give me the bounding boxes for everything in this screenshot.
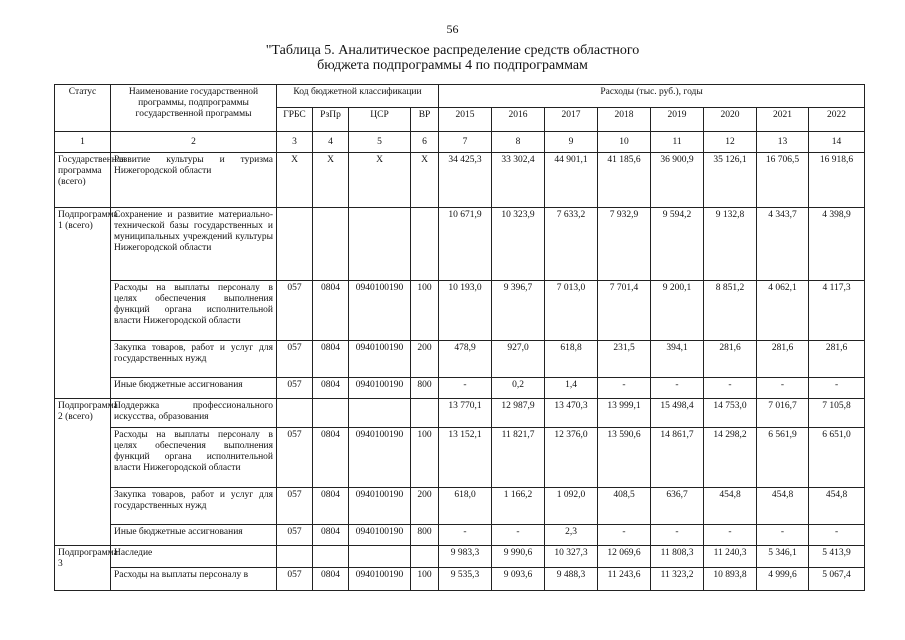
table-row <box>55 568 865 591</box>
value-cell: 7 701,4 <box>598 281 651 341</box>
grbs-cell <box>277 399 313 428</box>
csr-cell: X <box>349 153 411 208</box>
value-cell: 41 185,6 <box>598 153 651 208</box>
value-cell: - <box>439 525 492 546</box>
rzpr-cell: X <box>313 153 349 208</box>
status-cell: Подпрограмма 3 <box>55 546 111 591</box>
column-number: 9 <box>545 132 598 153</box>
grbs-cell: X <box>277 153 313 208</box>
value-cell: 9 132,8 <box>704 208 757 281</box>
name-cell: Поддержка профессионального искусства, образования <box>111 399 277 428</box>
table-title <box>0 43 905 73</box>
vr-cell: 100 <box>411 568 439 591</box>
value-cell: 1 166,2 <box>492 488 545 525</box>
table-row <box>55 399 865 428</box>
column-number: 7 <box>439 132 492 153</box>
vr-cell: 100 <box>411 281 439 341</box>
vr-cell <box>411 546 439 568</box>
vr-cell <box>411 399 439 428</box>
column-number: 14 <box>809 132 865 153</box>
value-cell: 7 013,0 <box>545 281 598 341</box>
value-cell: 9 990,6 <box>492 546 545 568</box>
value-cell: 44 901,1 <box>545 153 598 208</box>
name-cell: Расходы на выплаты персоналу в целях обеспечения выполнения функций органа исполнительной власти Нижегородской области <box>111 428 277 488</box>
csr-cell: 0940100190 <box>349 568 411 591</box>
grbs-cell: 057 <box>277 341 313 378</box>
table-row <box>55 281 865 341</box>
value-cell: - <box>492 525 545 546</box>
csr-cell: 0940100190 <box>349 378 411 399</box>
value-cell: - <box>598 525 651 546</box>
name-cell: Иные бюджетные ассигнования <box>111 378 277 399</box>
name-cell: Закупка товаров, работ и услуг для государственных нужд <box>111 488 277 525</box>
value-cell: - <box>809 378 865 399</box>
grbs-cell <box>277 208 313 281</box>
budget-table <box>54 84 865 591</box>
vr-cell: 200 <box>411 488 439 525</box>
column-number: 12 <box>704 132 757 153</box>
value-cell: 408,5 <box>598 488 651 525</box>
csr-cell: 0940100190 <box>349 488 411 525</box>
status-cell: Подпрограмма 1 (всего) <box>55 208 111 399</box>
table-row <box>55 546 865 568</box>
name-cell: Закупка товаров, работ и услуг для государственных нужд <box>111 341 277 378</box>
value-cell: 7 932,9 <box>598 208 651 281</box>
csr-cell: 0940100190 <box>349 525 411 546</box>
vr-cell: 200 <box>411 341 439 378</box>
grbs-cell: 057 <box>277 525 313 546</box>
grbs-cell: 057 <box>277 378 313 399</box>
value-cell: 9 200,1 <box>651 281 704 341</box>
vr-cell <box>411 208 439 281</box>
value-cell: 454,8 <box>704 488 757 525</box>
rzpr-cell: 0804 <box>313 525 349 546</box>
value-cell: 10 327,3 <box>545 546 598 568</box>
value-cell: 13 470,3 <box>545 399 598 428</box>
header-year: 2017 <box>545 108 598 132</box>
rzpr-cell: 0804 <box>313 428 349 488</box>
value-cell: 13 770,1 <box>439 399 492 428</box>
value-cell: 11 240,3 <box>704 546 757 568</box>
vr-cell: 800 <box>411 525 439 546</box>
value-cell: 9 594,2 <box>651 208 704 281</box>
value-cell: 281,6 <box>757 341 809 378</box>
name-cell: Сохранение и развитие материально-технической базы государственных и муниципальных учреждений культуры Нижегородской области <box>111 208 277 281</box>
value-cell: 4 062,1 <box>757 281 809 341</box>
table-row <box>55 428 865 488</box>
column-number: 1 <box>55 132 111 153</box>
column-number: 3 <box>277 132 313 153</box>
value-cell: 4 343,7 <box>757 208 809 281</box>
value-cell: 6 561,9 <box>757 428 809 488</box>
header-name: Наименование государственной программы, подпрограммы государственной программы <box>111 85 277 132</box>
column-number: 8 <box>492 132 545 153</box>
value-cell: - <box>598 378 651 399</box>
rzpr-cell: 0804 <box>313 568 349 591</box>
grbs-cell <box>277 546 313 568</box>
value-cell: 618,0 <box>439 488 492 525</box>
value-cell: 11 243,6 <box>598 568 651 591</box>
value-cell: 8 851,2 <box>704 281 757 341</box>
csr-cell: 0940100190 <box>349 281 411 341</box>
value-cell: 636,7 <box>651 488 704 525</box>
column-number-row <box>55 132 865 153</box>
name-cell: Расходы на выплаты персоналу в <box>111 568 277 591</box>
value-cell: 14 298,2 <box>704 428 757 488</box>
header-year: 2016 <box>492 108 545 132</box>
csr-cell <box>349 399 411 428</box>
value-cell: 16 918,6 <box>809 153 865 208</box>
value-cell: 4 398,9 <box>809 208 865 281</box>
vr-cell: 800 <box>411 378 439 399</box>
table-row <box>55 525 865 546</box>
header-grbs: ГРБС <box>277 108 313 132</box>
value-cell: 6 651,0 <box>809 428 865 488</box>
vr-cell: X <box>411 153 439 208</box>
value-cell: 16 706,5 <box>757 153 809 208</box>
header-year: 2021 <box>757 108 809 132</box>
column-number: 4 <box>313 132 349 153</box>
header-row <box>55 85 865 108</box>
value-cell: 231,5 <box>598 341 651 378</box>
value-cell: 13 152,1 <box>439 428 492 488</box>
value-cell: 10 671,9 <box>439 208 492 281</box>
value-cell: 9 093,6 <box>492 568 545 591</box>
vr-cell: 100 <box>411 428 439 488</box>
value-cell: 33 302,4 <box>492 153 545 208</box>
rzpr-cell <box>313 208 349 281</box>
column-number: 10 <box>598 132 651 153</box>
value-cell: 394,1 <box>651 341 704 378</box>
value-cell: 9 488,3 <box>545 568 598 591</box>
value-cell: 11 323,2 <box>651 568 704 591</box>
value-cell: 12 069,6 <box>598 546 651 568</box>
value-cell: 10 323,9 <box>492 208 545 281</box>
csr-cell: 0940100190 <box>349 428 411 488</box>
value-cell: 13 999,1 <box>598 399 651 428</box>
value-cell: 14 753,0 <box>704 399 757 428</box>
grbs-cell: 057 <box>277 488 313 525</box>
value-cell: 454,8 <box>809 488 865 525</box>
csr-cell <box>349 208 411 281</box>
value-cell: 9 535,3 <box>439 568 492 591</box>
value-cell: 0,2 <box>492 378 545 399</box>
column-number: 2 <box>111 132 277 153</box>
table-row <box>55 378 865 399</box>
value-cell: - <box>757 378 809 399</box>
value-cell: 11 821,7 <box>492 428 545 488</box>
value-cell: 4 117,3 <box>809 281 865 341</box>
value-cell: - <box>704 525 757 546</box>
value-cell: - <box>439 378 492 399</box>
rzpr-cell <box>313 546 349 568</box>
csr-cell: 0940100190 <box>349 341 411 378</box>
header-vr: ВР <box>411 108 439 132</box>
value-cell: 1 092,0 <box>545 488 598 525</box>
value-cell: 12 987,9 <box>492 399 545 428</box>
header-expenses-group: Расходы (тыс. руб.), годы <box>439 85 865 108</box>
rzpr-cell <box>313 399 349 428</box>
rzpr-cell: 0804 <box>313 341 349 378</box>
value-cell: - <box>757 525 809 546</box>
value-cell: 13 590,6 <box>598 428 651 488</box>
value-cell: - <box>704 378 757 399</box>
value-cell: 10 893,8 <box>704 568 757 591</box>
value-cell: 5 346,1 <box>757 546 809 568</box>
grbs-cell: 057 <box>277 428 313 488</box>
value-cell: 2,3 <box>545 525 598 546</box>
status-cell: Подпрограмма 2 (всего) <box>55 399 111 546</box>
table-row <box>55 488 865 525</box>
header-year: 2018 <box>598 108 651 132</box>
value-cell: 11 808,3 <box>651 546 704 568</box>
header-csr: ЦСР <box>349 108 411 132</box>
value-cell: 7 633,2 <box>545 208 598 281</box>
value-cell: 34 425,3 <box>439 153 492 208</box>
table-title-line-2: бюджета подпрограммы 4 по подпрограммам <box>317 58 588 73</box>
value-cell: 14 861,7 <box>651 428 704 488</box>
column-number: 6 <box>411 132 439 153</box>
page-number: 56 <box>446 22 459 36</box>
name-cell: Иные бюджетные ассигнования <box>111 525 277 546</box>
column-number: 11 <box>651 132 704 153</box>
value-cell: 927,0 <box>492 341 545 378</box>
rzpr-cell: 0804 <box>313 281 349 341</box>
status-cell: Государственная программа (всего) <box>55 153 111 208</box>
name-cell: Расходы на выплаты персоналу в целях обеспечения выполнения функций органа исполнительной власти Нижегородской области <box>111 281 277 341</box>
csr-cell <box>349 546 411 568</box>
value-cell: 454,8 <box>757 488 809 525</box>
header-rzpr: РзПр <box>313 108 349 132</box>
name-cell: Развитие культуры и туризма Нижегородской области <box>111 153 277 208</box>
value-cell: 9 396,7 <box>492 281 545 341</box>
table-row <box>55 153 865 208</box>
header-status: Статус <box>55 85 111 132</box>
value-cell: 9 983,3 <box>439 546 492 568</box>
value-cell: 36 900,9 <box>651 153 704 208</box>
header-year: 2015 <box>439 108 492 132</box>
value-cell: - <box>809 525 865 546</box>
value-cell: 618,8 <box>545 341 598 378</box>
value-cell: 5 413,9 <box>809 546 865 568</box>
value-cell: 5 067,4 <box>809 568 865 591</box>
rzpr-cell: 0804 <box>313 378 349 399</box>
value-cell: 1,4 <box>545 378 598 399</box>
value-cell: 7 105,8 <box>809 399 865 428</box>
value-cell: - <box>651 525 704 546</box>
grbs-cell: 057 <box>277 568 313 591</box>
table-row <box>55 341 865 378</box>
name-cell: Наследие <box>111 546 277 568</box>
value-cell: 281,6 <box>704 341 757 378</box>
budget-table-body <box>55 85 865 591</box>
value-cell: 478,9 <box>439 341 492 378</box>
column-number: 5 <box>349 132 411 153</box>
value-cell: 10 193,0 <box>439 281 492 341</box>
value-cell: 12 376,0 <box>545 428 598 488</box>
value-cell: 35 126,1 <box>704 153 757 208</box>
header-code-group: Код бюджетной классификации <box>277 85 439 108</box>
value-cell: 15 498,4 <box>651 399 704 428</box>
rzpr-cell: 0804 <box>313 488 349 525</box>
value-cell: 7 016,7 <box>757 399 809 428</box>
header-year: 2022 <box>809 108 865 132</box>
value-cell: 281,6 <box>809 341 865 378</box>
value-cell: 4 999,6 <box>757 568 809 591</box>
header-year: 2020 <box>704 108 757 132</box>
value-cell: - <box>651 378 704 399</box>
header-year: 2019 <box>651 108 704 132</box>
grbs-cell: 057 <box>277 281 313 341</box>
table-title-line-1: "Таблица 5. Аналитическое распределение средств областного <box>265 43 640 58</box>
column-number: 13 <box>757 132 809 153</box>
table-row <box>55 208 865 281</box>
